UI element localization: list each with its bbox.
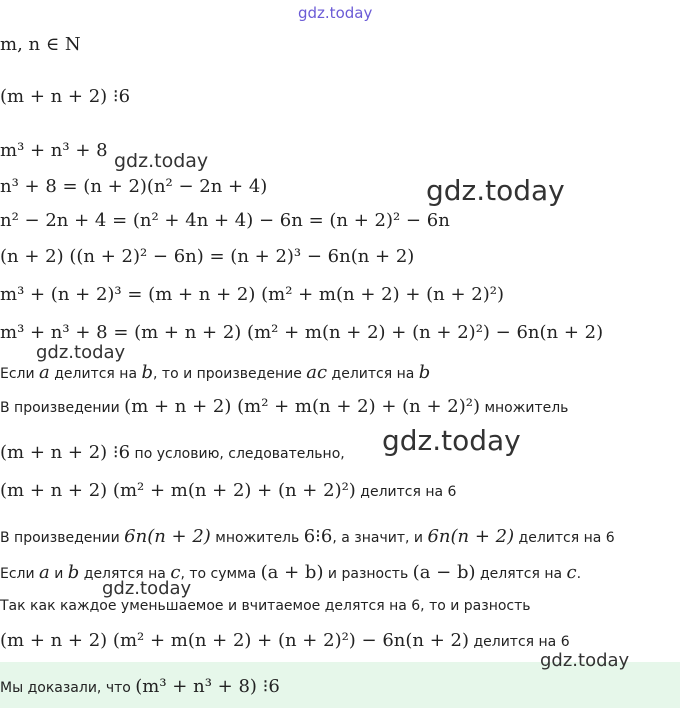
math-line-5: n² − 2n + 4 = (n² + 4n + 4) − 6n = (n + 2)² − 6n [0,210,450,231]
rule2-text-g: . [576,566,582,582]
rule2-var-c2: c [566,562,577,583]
rule2-var-c: c [170,562,181,583]
sp-expr-b: 6⁝6 [303,526,333,547]
product-expr: (m + n + 2) (m² + m(n + 2) + (n + 2)²) [124,396,480,417]
rule1-text-a: Если [0,366,40,382]
watermark-6: gdz.today [102,578,192,599]
math-line-8: m³ + n³ + 8 = (m + n + 2) (m² + m(n + 2) + (n + 2)²) − 6n(n + 2) [0,322,604,343]
divides-text: делится на 6 [355,484,457,500]
rule2-text-c: делятся на [79,566,171,582]
rule2-text-a: Если [0,566,40,582]
math-line-4: n³ + 8 = (n + 2)(n² − 2n + 4) [0,176,268,197]
rule2-text-f: делятся на [475,566,567,582]
product-text-b: множитель [480,400,569,416]
final-expr: (m + n + 2) (m² + m(n + 2) + (n + 2)²) − 6n(n + 2) [0,630,470,651]
product-text-a: В произведении [0,400,125,416]
condition-text: по условию, следовательно, [130,446,345,462]
conclusion-line [0,676,280,697]
final-text: делится на 6 [469,634,570,650]
rule1-var-a: a [39,362,50,383]
rule2-text-b: и [49,566,68,582]
watermark-top: gdz.today [298,4,373,22]
divides-expr: (m + n + 2) (m² + m(n + 2) + (n + 2)²) [0,480,356,501]
second-product-line [0,526,615,547]
sp-expr-c: 6n(n + 2) [427,526,515,547]
watermark-7: gdz.today [540,650,630,671]
rule2-expr-diff: (a − b) [412,562,476,583]
rule2-var-b: b [67,562,80,583]
rule1-var-ac: ac [306,362,328,383]
sp-text-a: В произведении [0,530,125,546]
math-line-7: m³ + (n + 2)³ = (m + n + 2) (m² + m(n + 2) + (n + 2)²) [0,284,504,305]
rule2-var-a: a [39,562,50,583]
watermark-5: gdz.today [382,424,521,457]
math-line-1: m, n ∈ N [0,34,81,55]
watermark-2: gdz.today [114,150,209,172]
math-line-2: (m + n + 2) ⁝6 [0,86,131,107]
rule1-var-b: b [141,362,154,383]
condition-line [0,442,345,463]
rule1-text-b: делится на [49,366,142,382]
sp-text-b: множитель [210,530,304,546]
rule2-expr-sum: (a + b) [260,562,324,583]
rule-difference-text: Так как каждое уменьшаемое и вчитаемое делятся на 6, то и разность [0,598,531,614]
rule-product-divisibility [0,362,430,383]
condition-expr: (m + n + 2) ⁝6 [0,442,131,463]
sp-text-c: , а значит, и [332,530,428,546]
sp-expr-a: 6n(n + 2) [124,526,211,547]
watermark-4: gdz.today [36,342,126,363]
sp-text-d: делится на 6 [514,530,615,546]
rule1-text-d: делится на [327,366,419,382]
conclusion-text: Мы доказали, что [0,680,136,696]
math-line-6: (n + 2) ((n + 2)² − 6n) = (n + 2)³ − 6n(n + 2) [0,246,415,267]
rule2-text-e: и разность [323,566,413,582]
conclusion-expr: (m³ + n³ + 8) ⁝6 [135,676,280,697]
watermark-3: gdz.today [426,174,565,207]
product-factor-line [0,396,568,417]
divides-line [0,480,456,501]
rule1-var-b2: b [418,362,431,383]
rule-sum-difference [0,562,581,583]
rule2-text-d: , то сумма [180,566,261,582]
rule1-text-c: , то и произведение [153,366,307,382]
math-line-3: m³ + n³ + 8 [0,140,108,161]
final-divides-line [0,630,570,651]
